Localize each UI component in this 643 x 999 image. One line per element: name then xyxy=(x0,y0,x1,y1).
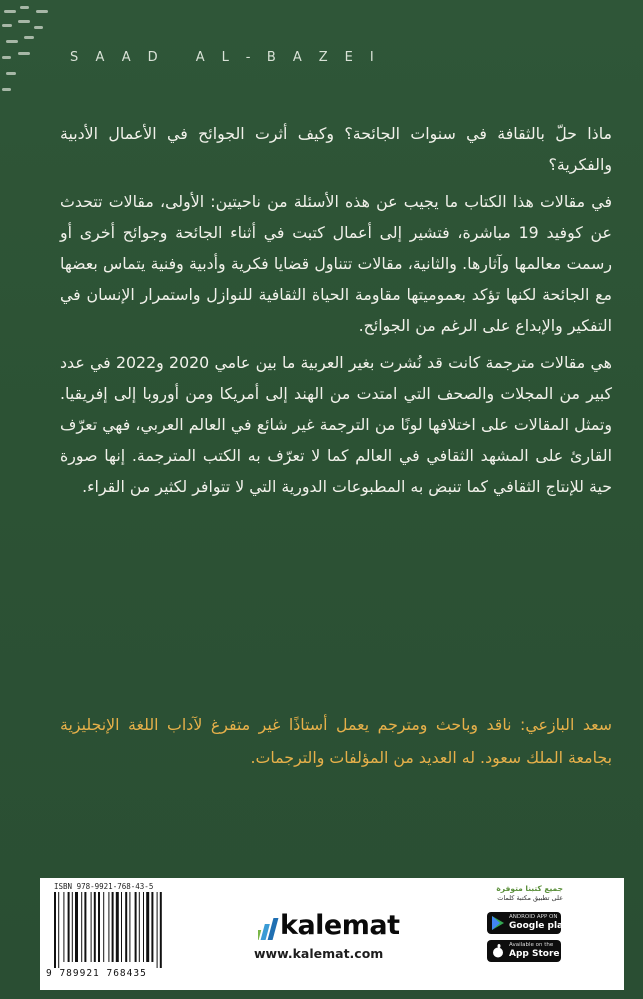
barcode-bar xyxy=(151,892,153,962)
barcode-bar xyxy=(54,892,56,968)
barcode-bar xyxy=(84,892,86,962)
barcode-bar xyxy=(91,892,92,962)
barcode-bar xyxy=(129,892,130,962)
barcode-bar xyxy=(58,892,59,968)
barcode-bar xyxy=(68,892,70,962)
blurb-text xyxy=(60,118,612,508)
barcode-bar xyxy=(157,892,158,968)
bottom-info-panel xyxy=(40,878,624,990)
blurb-paragraph: هي مقالات مترجمة كانت قد نُشرت بغير العربية ما بين عامي 2020 و2022 في عدد كبير من المجلات والصحف التي امتدت من الهند إلى أمريكا ومن أوروبا إلى إفريقيا. وتمثل المقالات على اختلافها لونًا من الترجمة غير شائع في العالم العربي، فهي تعرّف القارئ على المشهد الثقافي في العالم كما لا تعرّف به الكتب المترجمة. إنها صورة حية للإنتاج الثقافي كما تنبض به المطبوعات الدورية التي لا تتوافر لكثير من القراء. xyxy=(60,353,612,496)
barcode-bar xyxy=(103,892,104,962)
google-play-badge xyxy=(487,912,569,934)
barcode-bar xyxy=(108,892,109,962)
barcode-bar xyxy=(81,892,82,962)
barcode-bar xyxy=(112,892,114,962)
barcode-bar xyxy=(98,892,100,962)
apple-icon xyxy=(492,944,504,958)
app-store-small-text: Available on the xyxy=(509,942,554,948)
google-play-small-text: ANDROID APP ON xyxy=(509,914,558,920)
app-availability xyxy=(483,884,569,988)
isbn-label: ISBN 978-9921-768-43-5 xyxy=(54,882,154,891)
barcode-bar xyxy=(116,892,119,962)
barcode-bar xyxy=(75,892,78,962)
blurb-paragraph: في مقالات هذا الكتاب ما يجيب عن هذه الأسئلة من ناحيتين: الأولى، مقالات تتحدث عن كوفيد 19 مباشرة، فتشير إلى أعمال كتبت في أثناء الجائحة وجوائح أخرى أو رسمت معالمها وآثارها. والثانية، مقالات تتناول قضايا فكرية وأدبية وفنية يتماس بعضها مع الجائحة لكنها تؤكد بعموميتها مقاومة الحياة الثقافية للنوازل واستمرار الإنسان في التفكير والإبداع على الرغم من الجوائح. xyxy=(60,192,612,335)
barcode-bar xyxy=(135,892,137,962)
app-store-big-text: App Store xyxy=(509,949,560,959)
google-play-icon xyxy=(492,916,504,930)
dot-pattern-decoration xyxy=(0,0,80,110)
apps-subtitle: على تطبيق مكتبة كلمات xyxy=(497,894,563,902)
barcode-bar xyxy=(160,892,162,968)
barcode-bar xyxy=(72,892,73,962)
barcode-bar xyxy=(125,892,127,962)
barcode-bar xyxy=(146,892,149,962)
barcode-bar xyxy=(94,892,96,962)
blurb-paragraph: ماذا حلّ بالثقافة في سنوات الجائحة؟ وكيف أثرت الجوائح في الأعمال الأدبية والفكرية؟ xyxy=(60,124,612,174)
google-play-big-text: Google play xyxy=(509,921,569,931)
barcode-bar xyxy=(143,892,144,962)
app-store-badge xyxy=(487,940,561,962)
author-name-latin: SAAD AL-BAZEI xyxy=(70,50,391,65)
isbn-digits: 9 789921 768435 xyxy=(46,968,147,979)
author-bio: سعد البازعي: ناقد وباحث ومترجم يعمل أستاذًا غير متفرغ لآداب اللغة الإنجليزية بجامعة الملك سعود. له العديد من المؤلفات والترجمات. xyxy=(60,715,612,767)
publisher-url: www.kalemat.com xyxy=(254,946,384,961)
apps-title: جميع كتبنا متوفرة xyxy=(496,884,563,893)
publisher-logo xyxy=(254,910,404,966)
barcode-bar xyxy=(121,892,122,962)
publisher-name: kalemat xyxy=(280,910,400,941)
barcode-bar xyxy=(63,892,64,962)
barcode-bar xyxy=(139,892,140,962)
barcode-icon xyxy=(52,892,186,968)
